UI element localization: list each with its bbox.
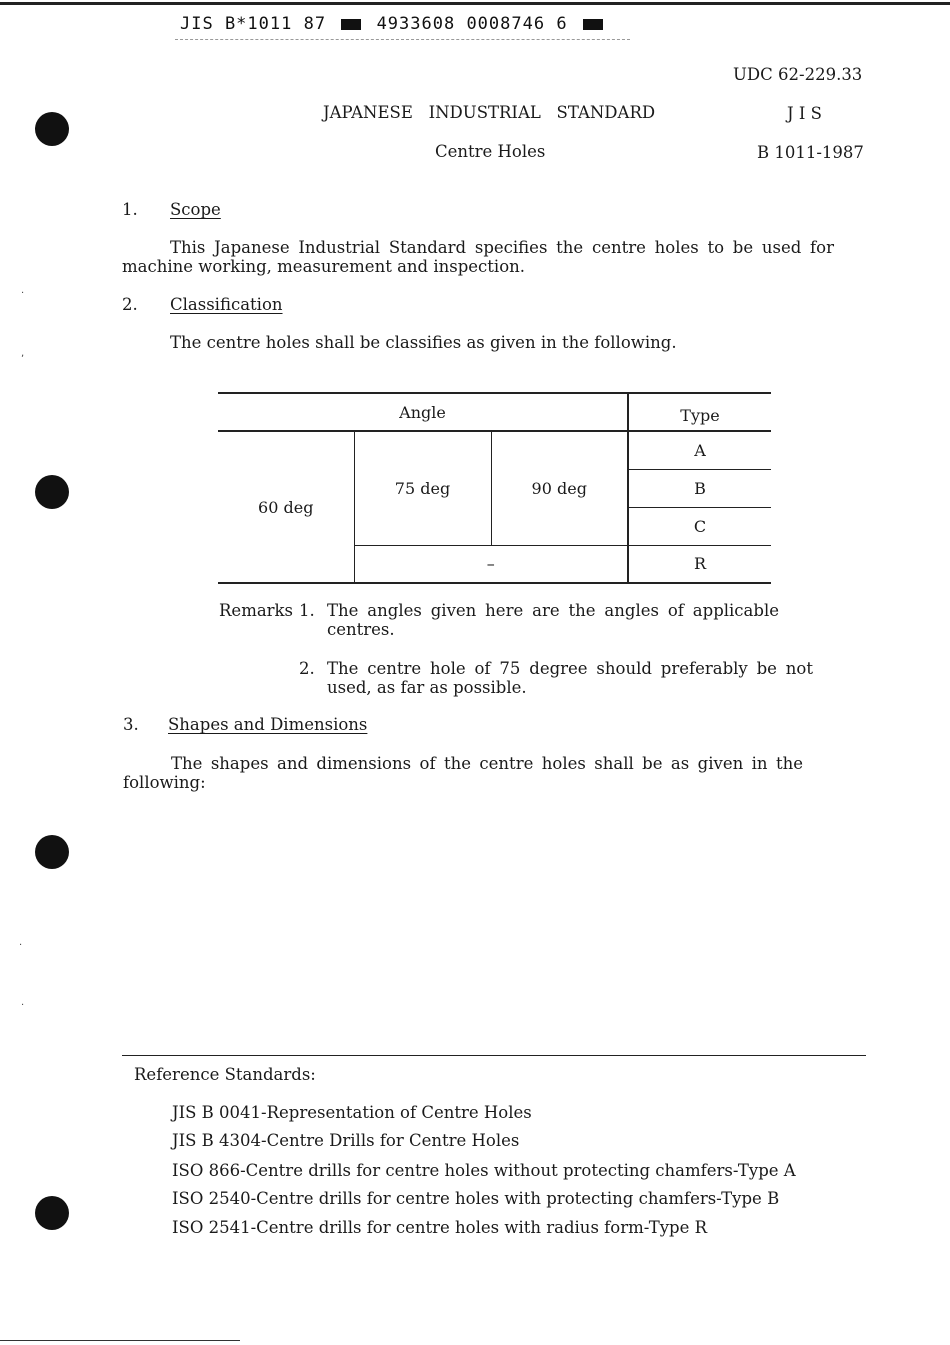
remark-text: The centre hole of 75 degree should preferably be not used, as far as possible. bbox=[327, 659, 813, 697]
section-number: 2. bbox=[122, 295, 138, 314]
section-heading-scope: Scope bbox=[170, 200, 221, 219]
scan-speck-icon: · bbox=[19, 940, 23, 951]
scope-paragraph bbox=[122, 238, 834, 276]
section-heading-shapes: Shapes and Dimensions bbox=[168, 715, 368, 734]
scan-speck-icon: , bbox=[21, 348, 25, 359]
document-number: B 1011-1987 bbox=[757, 143, 864, 162]
remark-number: 2. bbox=[299, 659, 315, 678]
classification-text: The centre holes shall be classifies as given in the following. bbox=[170, 333, 677, 352]
classification-table bbox=[218, 392, 771, 584]
document-title: Centre Holes bbox=[435, 142, 546, 161]
table-cell-75-deg: 75 deg bbox=[354, 431, 491, 545]
standard-title: JAPANESE INDUSTRIAL STANDARD bbox=[323, 103, 656, 122]
scan-speck-icon: · bbox=[21, 288, 25, 299]
reference-item: ISO 2541-Centre drills for centre holes with radius form-Type R bbox=[172, 1218, 708, 1237]
table-cell-type-c: C bbox=[628, 507, 771, 545]
section-heading-classification: Classification bbox=[170, 295, 283, 314]
scan-speck-icon: · bbox=[21, 1000, 25, 1011]
udc-code: UDC 62-229.33 bbox=[733, 65, 863, 84]
top-border-line bbox=[0, 2, 950, 5]
reference-item: JIS B 4304-Centre Drills for Centre Holes bbox=[172, 1131, 520, 1150]
document-header-code bbox=[180, 14, 607, 34]
table-cell-dash: – bbox=[354, 545, 628, 583]
table-cell-type-r: R bbox=[628, 545, 771, 583]
section-number: 1. bbox=[122, 200, 138, 219]
header-code-mid: 4933608 0008746 6 bbox=[376, 14, 568, 34]
punch-hole-icon bbox=[35, 112, 69, 146]
shapes-paragraph bbox=[123, 754, 803, 792]
punch-hole-icon bbox=[35, 1196, 69, 1230]
reference-item: ISO 866-Centre drills for centre holes without protecting chamfers-Type A bbox=[172, 1161, 796, 1180]
redaction-block-icon bbox=[583, 19, 603, 30]
jis-label: J I S bbox=[787, 104, 822, 123]
remark-number: 1. bbox=[299, 601, 315, 620]
reference-title: Reference Standards: bbox=[134, 1065, 316, 1084]
table-header-type: Type bbox=[628, 393, 771, 431]
header-underline bbox=[175, 39, 630, 41]
table-cell-60-deg: 60 deg bbox=[218, 431, 354, 583]
punch-hole-icon bbox=[35, 475, 69, 509]
reference-item: ISO 2540-Centre drills for centre holes with protecting chamfers-Type B bbox=[172, 1189, 780, 1208]
reference-divider bbox=[122, 1055, 866, 1056]
remarks-label: Remarks bbox=[219, 601, 294, 620]
header-code-prefix: JIS B*1011 87 bbox=[180, 14, 327, 34]
shapes-text: The shapes and dimensions of the centre holes shall be as given in the following: bbox=[123, 754, 803, 792]
redaction-block-icon bbox=[341, 19, 361, 30]
table-cell-type-b: B bbox=[628, 469, 771, 507]
bottom-scan-line bbox=[0, 1340, 240, 1341]
punch-hole-icon bbox=[35, 835, 69, 869]
table-header-angle: Angle bbox=[218, 393, 628, 431]
table-cell-type-a: A bbox=[628, 431, 771, 469]
scope-text: This Japanese Industrial Standard specifies the centre holes to be used for machine working, measurement and inspection. bbox=[122, 238, 834, 276]
table-cell-90-deg: 90 deg bbox=[491, 431, 628, 545]
remark-text: The angles given here are the angles of applicable centres. bbox=[327, 601, 779, 639]
reference-item: JIS B 0041-Representation of Centre Holes bbox=[172, 1103, 532, 1122]
section-number: 3. bbox=[123, 715, 139, 734]
